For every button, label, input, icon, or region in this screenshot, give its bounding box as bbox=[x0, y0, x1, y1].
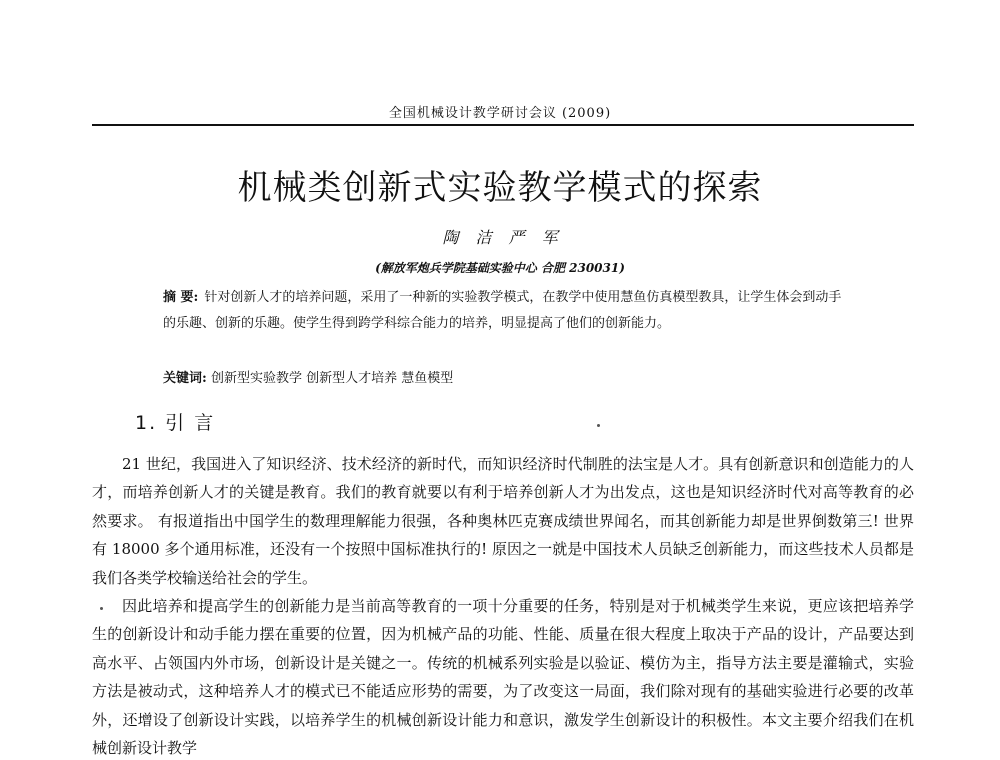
scan-speck bbox=[597, 424, 600, 427]
paper-affiliation: (解放军炮兵学院基础实验中心 合肥 230031) bbox=[375, 261, 625, 275]
header-rule bbox=[92, 124, 914, 126]
running-header: 全国机械设计教学研讨会议 (2009) bbox=[388, 106, 612, 121]
abstract-label: 摘 要: bbox=[163, 290, 199, 305]
keywords bbox=[163, 366, 848, 392]
paper-title: 机械类创新式实验教学模式的探索 bbox=[237, 168, 763, 208]
scan-speck bbox=[100, 607, 103, 610]
abstract bbox=[163, 285, 848, 337]
body-paragraph: 因此培养和提高学生的创新能力是当前高等教育的一项十分重要的任务，特别是对于机械类学生来说，更应该把培养学生的创新设计和动手能力摆在重要的位置，因为机械产品的功能、性能、质量在很大程度上取决于产品的设计，产品要达到高水平、占领国内外市场，创新设计是关键之一。传统的机械系列实验是以验证、模仿为主，指导方法主要是灌输式，实验方法是被动式，这种培养人才的模式已不能适应形势的需要，为了改变这一局面，我们除对现有的基础实验进行必要的改革外，还增设了创新设计实践，以培养学生的机械创新设计能力和意识，激发学生创新设计的积极性。本文主要介绍我们在机械创新设计教学 bbox=[92, 597, 914, 758]
body-paragraph: 21 世纪，我国进入了知识经济、技术经济的新时代，而知识经济时代制胜的法宝是人才。具有创新意识和创造能力的人才，而培养创新人才的关键是教育。我们的教育就要以有利于培养创新人才为出发点，这也是知识经济时代对高等教育的必然要求。 有报道指出中国学生的数理理解能力很强，各种奥林匹克赛成绩世界闻名，而其创新能力却是世界倒数第三! 世界有 18000 多个通用标准，还没有一个按照中国标准执行的! 原因之一就是中国技术人员缺乏创新能力，而这些技术人员都是我们各类学校输送给社会的学生。 bbox=[92, 455, 914, 587]
keywords-label: 关键词: bbox=[163, 371, 207, 386]
paper-authors: 陶 洁 严 军 bbox=[442, 228, 558, 247]
keywords-text: 创新型实验教学 创新型人才培养 慧鱼模型 bbox=[210, 371, 454, 386]
abstract-text: 针对创新人才的培养问题，采用了一种新的实验教学模式，在教学中使用慧鱼仿真模型教具，让学生体会到动手的乐趣、创新的乐趣。使学生得到跨学科综合能力的培养，明显提高了他们的创新能力。 bbox=[163, 290, 842, 331]
body-text bbox=[92, 450, 914, 760]
section-heading-introduction: 1. 引 言 bbox=[135, 412, 216, 434]
